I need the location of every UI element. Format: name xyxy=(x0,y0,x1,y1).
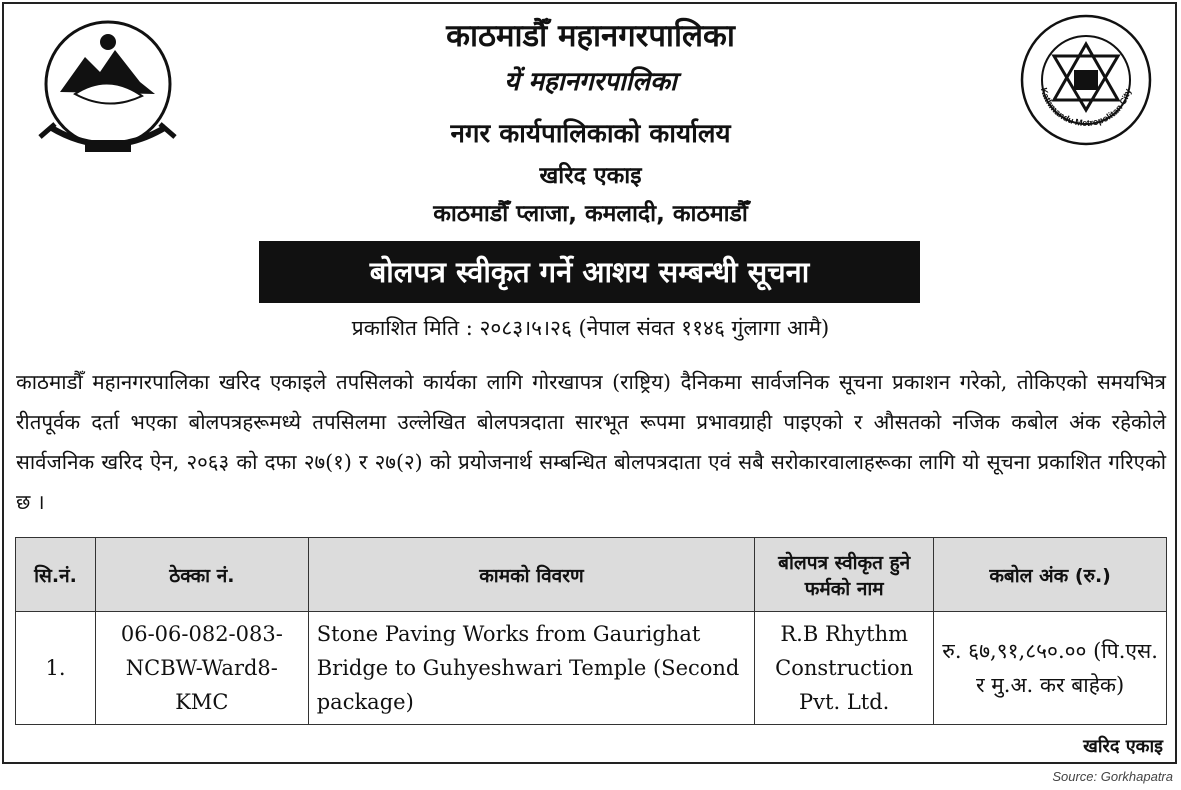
cell-description: Stone Paving Works from Gaurighat Bridge to Guhyeshwari Temple (Second package) xyxy=(308,612,754,725)
source-credit: Source: Gorkhapatra xyxy=(1052,769,1173,784)
bid-table xyxy=(15,537,1167,725)
col-header-firm: बोलपत्र स्वीकृत हुने फर्मको नाम xyxy=(755,538,934,612)
table-header-row xyxy=(16,538,1167,612)
org-name-script: यें महानगरपालिका xyxy=(504,67,677,97)
unit-name: खरिद एकाइ xyxy=(539,163,642,189)
col-header-amount: कबोल अंक (रु.) xyxy=(934,538,1167,612)
table-row xyxy=(16,612,1167,725)
cell-contract-no: 06-06-082-083-NCBW-Ward8-KMC xyxy=(95,612,308,725)
cell-amount: रु. ६७,९१,८५०.०० (पि.एस. र मु.अ. कर बाहेक) xyxy=(934,612,1167,725)
col-header-contract-no: ठेक्का नं. xyxy=(95,538,308,612)
published-date: प्रकाशित मिति : २०८३।५।२६ (नेपाल संवत ११४६ गुंलागा आमै) xyxy=(351,316,830,340)
notice-body: काठमाडौँ महानगरपालिका खरिद एकाइले तपसिलको कार्यका लागि गोरखापत्र (राष्ट्रिय) दैनिकमा सार्वजनिक सूचना प्रकाशन गरेको, तोकिएको समयभित्र रीतपूर्वक दर्ता भएका बोलपत्रहरूमध्ये तपसिलमा उल्लेखित बोलपत्रदाता सारभूत रूपमा प्रभावग्राही पाइएको र औसतको नजिक कबोल अंक रहेकोले सार्वजनिक खरिद ऐन, २०६३ को दफा २७(१) र २७(२) को प्रयोजनार्थ सम्बन्धित बोलपत्रदाता एवं सबै सरोकारवालाहरूका लागि यो सूचना प्रकाशित गरिएको छ । xyxy=(16,370,1166,514)
org-name: काठमाडौँ महानगरपालिका xyxy=(446,18,735,54)
signature-unit: खरिद एकाइ xyxy=(1083,736,1163,757)
office-name: नगर कार्यपालिकाको कार्यालय xyxy=(450,119,731,149)
cell-firm: R.B Rhythm Construction Pvt. Ltd. xyxy=(755,612,934,725)
cell-sn: 1. xyxy=(16,612,96,725)
col-header-sn: सि.नं. xyxy=(16,538,96,612)
kmc-ring-text: Kathmandu Metropolitan City xyxy=(1038,86,1133,129)
notice-title: बोलपत्र स्वीकृत गर्ने आशय सम्बन्धी सूचना xyxy=(259,241,920,303)
col-header-description: कामको विवरण xyxy=(308,538,754,612)
office-address: काठमाडौँ प्लाजा, कमलादी, काठमाडौँ xyxy=(433,201,748,227)
